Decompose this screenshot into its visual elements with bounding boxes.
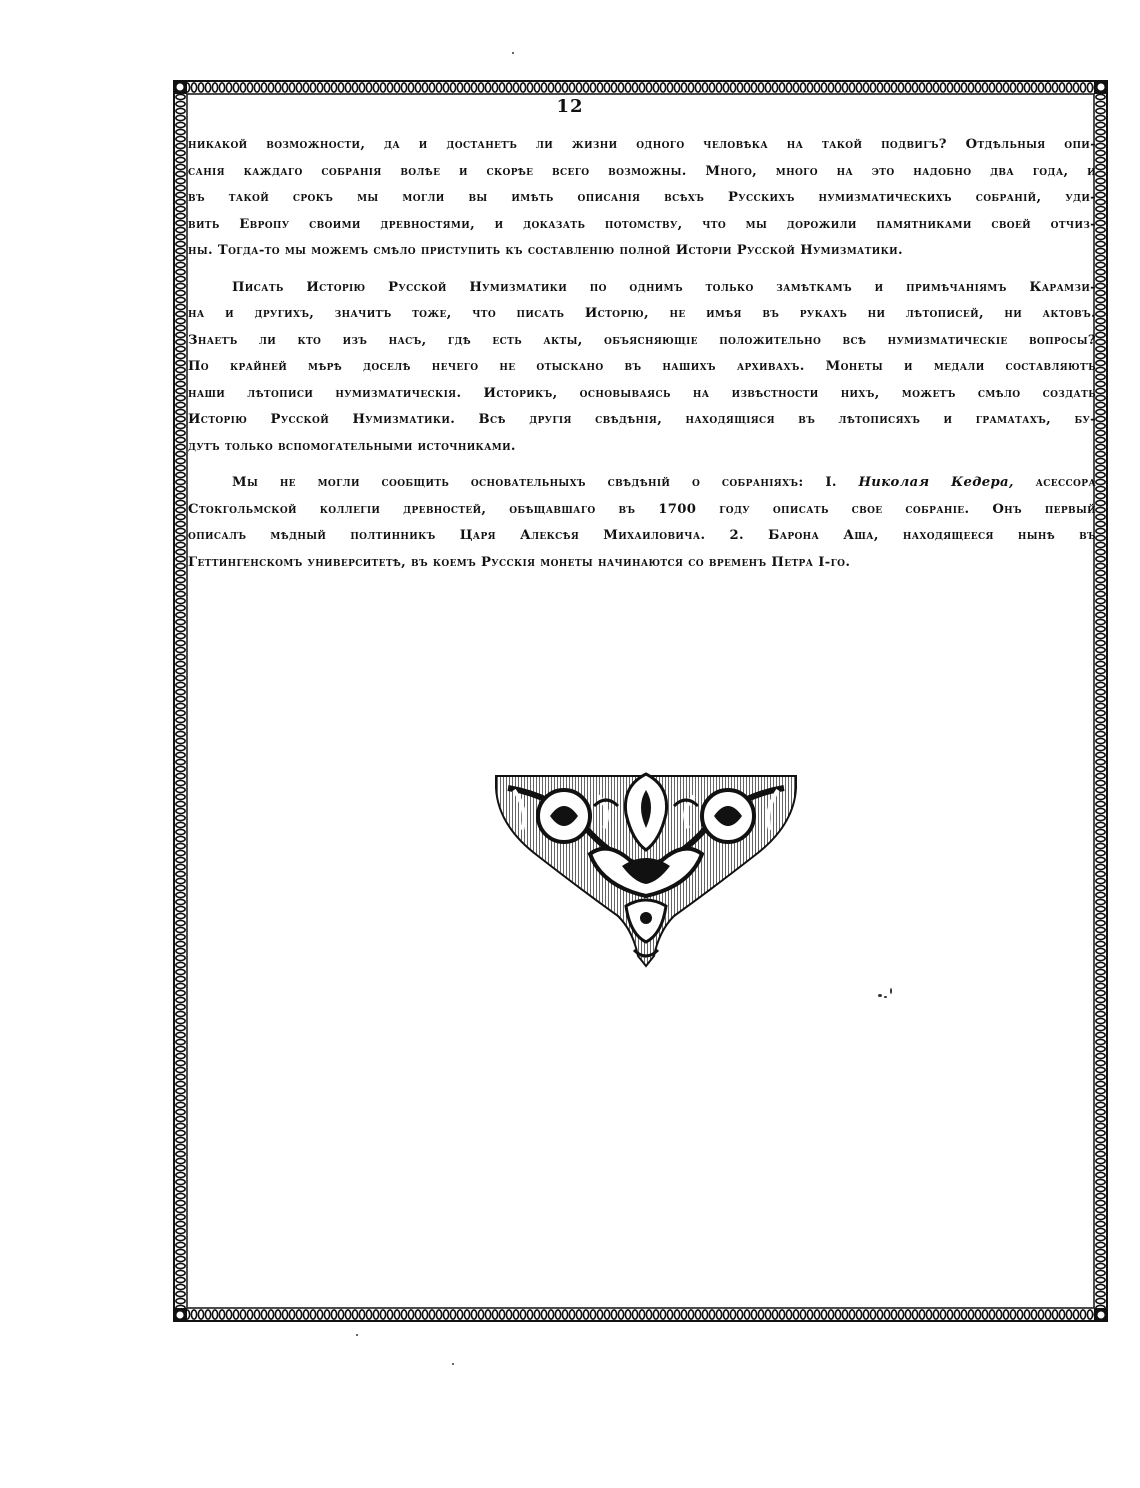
text-line: описалъ мѣдный полтинникъ Царя Алексѣя Михаиловича. 2. Барона Аша, находящееся нынѣ въ xyxy=(188,528,1096,543)
text-line: санія каждаго собранія волѣе и скорѣе всего возможны. Много, много на это надобно два года, и xyxy=(188,163,1096,179)
text-line: наши лѣтописи нумизматическія. Историкъ, основываясь на извѣстности нихъ, можетъ смѣло создать xyxy=(188,385,1096,401)
text-line xyxy=(188,470,1096,497)
text-line: Геттингенскомъ университетѣ, въ коемъ Русскія монеты начинаются со временъ Петра I-го. xyxy=(188,554,851,570)
text-run: асессора xyxy=(1013,475,1096,490)
text-line: на и другихъ, значитъ тоже, что писать Исторію, не имѣя въ рукахъ ни лѣтописей, ни актовъ. xyxy=(188,306,1096,321)
text-line: Стокгольмской коллегіи древностей, обѣщавшаго въ 1700 году описать свое собраніе. Онъ первый xyxy=(188,501,1096,517)
arabesque-tailpiece-icon xyxy=(494,766,798,968)
speck xyxy=(890,988,892,994)
text-line: По крайней мѣрѣ доселѣ нечего не отыскано въ нашихъ архивахъ. Монеты и медали составляютъ xyxy=(188,359,1096,374)
text-line: Исторію Русской Нумизматики. Всѣ другія свѣдѣнія, находящіяся въ лѣтописяхъ и граматахъ, бу- xyxy=(188,412,1096,427)
text-line: ны. Тогда-то мы можемъ смѣло приступить къ составленію полной Исторіи Русской Нумизматики. xyxy=(188,243,903,258)
speck xyxy=(878,994,882,997)
speck xyxy=(512,52,514,54)
text-line: никакой возможности, да и достанетъ ли жизни одного человѣка на такой подвигъ? Отдѣльныя опи- xyxy=(188,137,1096,152)
speck xyxy=(884,996,887,998)
text-run: Мы не могли сообщить основательныхъ свѣдѣній о собраніяхъ: I. xyxy=(232,475,859,490)
speck xyxy=(356,1334,358,1336)
paragraph-1 xyxy=(188,132,1096,265)
speck xyxy=(452,1363,454,1365)
paragraph-3 xyxy=(188,470,1096,576)
text-line: въ такой срокъ мы могли вы имѣть описанія всѣхъ Русскихъ нумизматическихъ собраній, уди- xyxy=(188,190,1096,205)
text-line: дутъ только вспомогательными источниками. xyxy=(188,438,516,454)
body-text xyxy=(188,132,1096,576)
paragraph-2 xyxy=(188,275,1096,461)
page-number: 12 xyxy=(556,96,584,117)
vignette-ornament xyxy=(494,766,798,968)
collector-name: Николая Кедера, xyxy=(858,475,1014,490)
text-line: Писать Исторію Русской Нумизматики по однимъ только замѣткамъ и примѣчаніямъ Карамзи- xyxy=(232,279,1096,295)
text-line: Знаетъ ли кто изъ насъ, гдѣ есть акты, объясняющіе положительно всѣ нумизматическіе вопросы? xyxy=(188,332,1096,348)
text-line: вить Европу своими древностями, и доказать потомству, что мы дорожили памятниками своей отчиз- xyxy=(188,216,1096,232)
